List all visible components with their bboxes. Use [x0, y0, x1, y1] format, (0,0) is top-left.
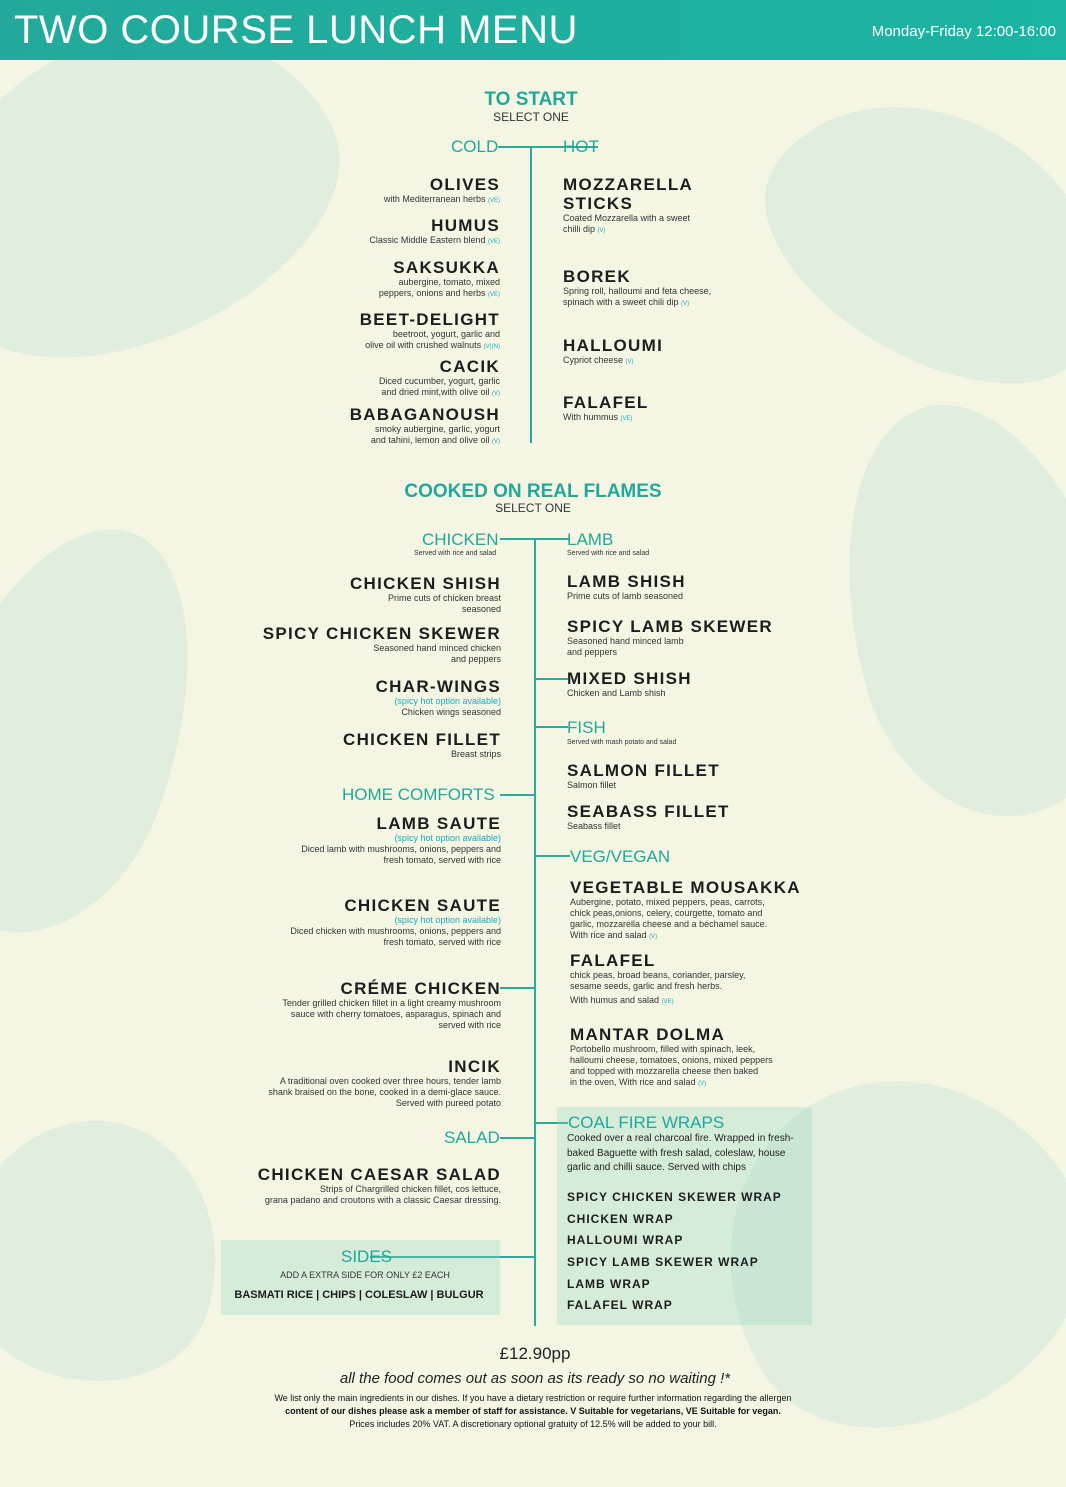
menu-item: HALLOUMI Cypriot cheese (V) [563, 336, 664, 365]
fish-subtitle: Served with mash potato and salad [567, 739, 677, 746]
wrap-item: HALLOUMI WRAP [567, 1233, 684, 1247]
mains-subtitle: SELECT ONE [495, 501, 571, 515]
wrap-item: SPICY LAMB SKEWER WRAP [567, 1255, 759, 1269]
menu-price: £12.90pp [499, 1344, 571, 1363]
starters-title: TO START [484, 89, 578, 110]
service-note: all the food comes out as soon as its ready so no waiting !* [339, 1370, 731, 1387]
menu-item: INCIK A traditional oven cooked over three hours, tender lamb shank braised on the bone, cooked in a demi-glace sauce. Served with pureed potato [268, 1057, 501, 1108]
menu-title: TWO COURSE LUNCH MENU [14, 8, 578, 52]
background-leaf [800, 374, 1066, 847]
lamb-subtitle: Served with rice and salad [567, 550, 650, 557]
menu-item: CHAR-WINGS (spicy hot option available) Chicken wings seasoned [375, 677, 501, 717]
chicken-subtitle: Served with rice and salad [414, 550, 497, 557]
background-leaf [0, 1091, 249, 1409]
home-connector [500, 794, 534, 796]
fish-connector [534, 726, 568, 728]
menu-item: SPICY LAMB SKEWER Seasoned hand minced lamb and peppers [567, 617, 773, 657]
menu-item: CACIK Diced cucumber, yogurt, garlic and dried mint,with olive oil (V) [378, 357, 500, 397]
veg-connector [534, 855, 570, 857]
home-comforts-label: HOME COMFORTS [342, 785, 495, 804]
menu-item: CHICKEN FILLET Breast strips [343, 730, 501, 759]
menu-item: CHICKEN SHISH Prime cuts of chicken breast seasoned [349, 574, 501, 614]
starters-subtitle: SELECT ONE [493, 110, 569, 124]
hot-label: HOT [563, 137, 599, 156]
wrap-item: CHICKEN WRAP [567, 1212, 674, 1226]
salad-label: SALAD [444, 1128, 500, 1147]
cold-label: COLD [451, 137, 499, 156]
menu-item: FALAFEL chick peas, broad beans, coriander, parsley, sesame seeds, garlic and fresh herbs. With humus and salad (VE) [570, 951, 746, 1005]
wrap-item: SPICY CHICKEN SKEWER WRAP [567, 1190, 782, 1204]
vat-note: Prices includes 20% VAT. A discretionary optional gratuity of 12.5% will be added to your bill. [349, 1419, 717, 1429]
menu-item: FALAFEL With hummus (VE) [563, 393, 649, 422]
menu-item: SAKSUKKA aubergine, tomato, mixed peppers, onions and herbs (VE) [378, 258, 500, 298]
menu-item: HUMUS Classic Middle Eastern blend (VE) [369, 216, 500, 245]
allergen-note-bold: content of our dishes please ask a member of staff for assistance. V Suitable for vegetarians, VE Suitable for vegan. [285, 1406, 781, 1416]
menu-item: CHICKEN CAESAR SALAD Strips of Chargrilled chicken fillet, cos lettuce, grana padano and croutons with a classic Caesar dressing. [257, 1165, 501, 1205]
menu-item: BEET-DELIGHT beetroot, yogurt, garlic and olive oil with crushed walnuts (V)(N) [359, 310, 500, 350]
mains-divider [534, 538, 536, 1326]
chicken-label: CHICKEN [422, 530, 499, 549]
wrap-item: LAMB WRAP [567, 1277, 651, 1291]
menu-item: BOREK Spring roll, halloumi and feta cheese, spinach with a sweet chili dip (V) [563, 267, 712, 307]
background-leaf [724, 46, 1066, 434]
mains-title: COOKED ON REAL FLAMES [404, 481, 662, 502]
creme-connector [500, 987, 534, 989]
menu-item: SPICY CHICKEN SKEWER Seasoned hand minced chicken and peppers [262, 624, 501, 664]
menu-item: OLIVES with Mediterranean herbs (VE) [383, 175, 500, 204]
menu-item: CRÉME CHICKEN Tender grilled chicken fillet in a light creamy mushroom sauce with cherry tomatoes, asparagus, spinach and served with rice [282, 979, 501, 1030]
salad-connector [500, 1137, 534, 1139]
wraps-label: COAL FIRE WRAPS [568, 1113, 725, 1132]
menu-item: MIXED SHISH Chicken and Lamb shish [567, 669, 692, 698]
sides-label: SIDES [341, 1247, 393, 1266]
allergen-note: We list only the main ingredients in our dishes. If you have a dietary restriction or require further information regarding the allergen [274, 1393, 792, 1403]
menu-item: SALMON FILLET Salmon fillet [567, 761, 720, 790]
veg-vegan-label: VEG/VEGAN [570, 847, 671, 866]
menu-item: CHICKEN SAUTE (spicy hot option available) Diced chicken with mushrooms, onions, peppers and fresh tomato, served with rice [290, 896, 501, 947]
wraps-description: Cooked over a real charcoal fire. Wrapped in fresh-baked Baguette with fresh salad, coleslaw, house garlic and chilli sauce. Served with chips [567, 1133, 794, 1173]
fish-label: FISH [567, 718, 606, 737]
mixed-connector [534, 678, 568, 680]
menu-item: BABAGANOUSH smoky aubergine, garlic, yogurt and tahini, lemon and olive oil (V) [349, 405, 500, 445]
menu-item: MOZZARELLA STICKS Coated Mozzarella with a sweet chilli dip (V) [563, 175, 693, 234]
header-bar [0, 0, 1066, 60]
menu-item: SEABASS FILLET Seabass fillet [567, 802, 730, 831]
wrap-item: FALAFEL WRAP [567, 1298, 673, 1312]
menu-item: LAMB SHISH Prime cuts of lamb seasoned [567, 572, 686, 601]
sides-list: BASMATI RICE | CHIPS | COLESLAW | BULGUR [234, 1289, 484, 1301]
menu-item: LAMB SAUTE (spicy hot option available) Diced lamb with mushrooms, onions, peppers and fresh tomato, served with rice [301, 814, 501, 865]
chicken-connector [500, 538, 570, 540]
lamb-label: LAMB [567, 530, 614, 549]
sides-subtitle: ADD A EXTRA SIDE FOR ONLY £2 EACH [280, 1270, 450, 1280]
starters-divider [530, 146, 532, 443]
menu-item: MANTAR DOLMA Portobello mushroom, filled with spinach, leek, halloumi cheese, tomatoes, onions, mixed peppers and topped with mozzarella cheese then baked in the oven, With rice and salad (V) [570, 1025, 773, 1087]
menu-item: VEGETABLE MOUSAKKA Aubergine, potato, mixed peppers, peas, carrots, chick peas,onions, celery, courgette, tomato and garlic, mozzarella cheese and a béchamel sauce. With rice and salad (V) [570, 878, 801, 940]
opening-hours: Monday-Friday 12:00-16:00 [871, 23, 1056, 40]
